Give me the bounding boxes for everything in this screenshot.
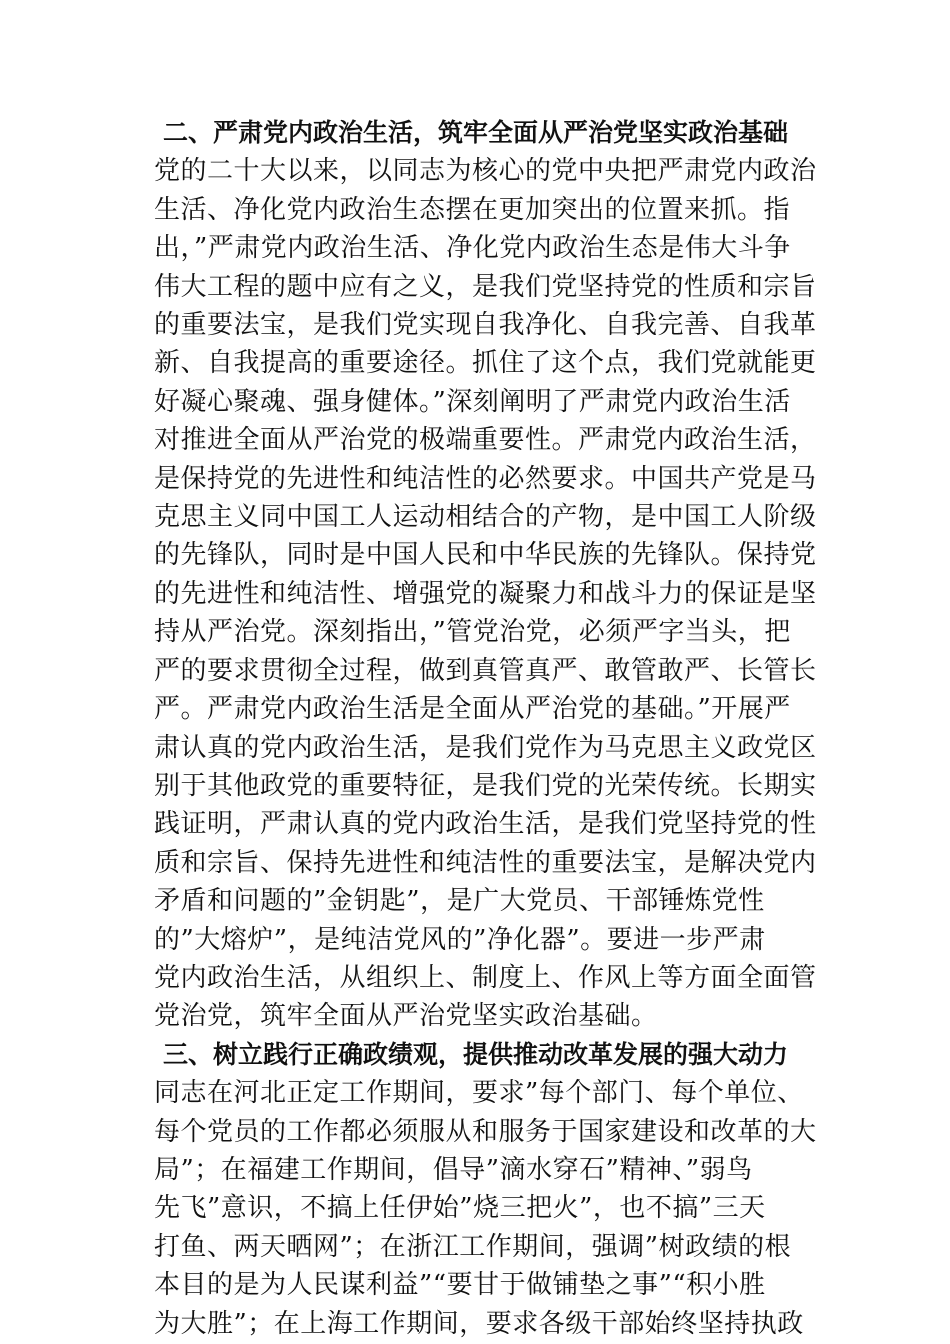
- text-line: 党的二十大以来，以同志为核心的党中央把严肃党内政治: [154, 156, 817, 187]
- text-line: 出，”严肃党内政治生活、净化党内政治生态是伟大斗争: [154, 233, 791, 264]
- text-line: 克思主义同中国工人运动相结合的产物，是中国工人阶级: [154, 502, 817, 533]
- text-line: 的先锋队，同时是中国人民和中华民族的先锋队。保持党: [154, 540, 817, 571]
- text-line: 伟大工程的题中应有之义，是我们党坚持党的性质和宗旨: [154, 271, 817, 302]
- text-line: 为大胜”；在上海工作期间，要求各级干部始终坚持执政: [154, 1308, 804, 1339]
- section-heading-2: 二、严肃党内政治生活，筑牢全面从严治党坚实政治基础: [163, 118, 789, 147]
- text-line: 先飞”意识，不搞上任伊始”烧三把火”，也不搞”三天: [154, 1193, 766, 1224]
- text-line: 别于其他政党的重要特征，是我们党的光荣传统。长期实: [154, 770, 817, 801]
- text-line: 同志在河北正定工作期间，要求”每个部门、每个单位、: [154, 1078, 804, 1109]
- text-line: 好凝心聚魂、强身健体。”深刻阐明了严肃党内政治生活: [154, 386, 791, 417]
- text-line: 生活、净化党内政治生态摆在更加突出的位置来抓。指: [154, 194, 791, 225]
- text-line: 肃认真的党内政治生活，是我们党作为马克思主义政党区: [154, 732, 817, 763]
- section-heading-3: 三、树立践行正确政绩观，提供推动改革发展的强大动力: [163, 1039, 789, 1069]
- text-line: 的重要法宝，是我们党实现自我净化、自我完善、自我革: [154, 310, 817, 341]
- text-line: 持从严治党。深刻指出，”管党治党，必须严字当头，把: [154, 617, 791, 648]
- text-line: 打鱼、两天晒网”；在浙江工作期间，强调”树政绩的根: [154, 1231, 792, 1262]
- text-line: 的”大熔炉”，是纯洁党风的”净化器”。要进一步严肃: [154, 924, 766, 955]
- text-line: 的先进性和纯洁性、增强党的凝聚力和战斗力的保证是坚: [154, 578, 817, 609]
- text-line: 践证明，严肃认真的党内政治生活，是我们党坚持党的性: [154, 809, 817, 840]
- text-line: 对推进全面从严治党的极端重要性。严肃党内政治生活，: [154, 425, 817, 456]
- text-line: 新、自我提高的重要途径。抓住了这个点，我们党就能更: [154, 348, 817, 379]
- text-line: 质和宗旨、保持先进性和纯洁性的重要法宝，是解决党内: [154, 847, 817, 878]
- section-paragraph-3: [141, 1074, 817, 1343]
- text-line: 是保持党的先进性和纯洁性的必然要求。中国共产党是马: [154, 463, 817, 494]
- text-line: 严的要求贯彻全过程，做到真管真严、敢管敢严、长管长: [154, 655, 817, 686]
- text-line: 党治党，筑牢全面从严治党坚实政治基础。: [154, 1001, 658, 1032]
- text-line: 党内政治生活，从组织上、制度上、作风上等方面全面管: [154, 962, 817, 993]
- text-line: 局”；在福建工作期间，倡导”滴水穿石”精神、”弱鸟: [154, 1154, 753, 1185]
- section-paragraph-2: [141, 152, 817, 1035]
- text-line: 每个党员的工作都必须服从和服务于国家建设和改革的大: [154, 1116, 817, 1147]
- text-line: 严。严肃党内政治生活是全面从严治党的基础。”开展严: [154, 694, 791, 725]
- text-line: 矛盾和问题的”金钥匙”，是广大党员、干部锤炼党性: [154, 886, 765, 917]
- document-body: [141, 114, 817, 1343]
- text-line: 本目的是为人民谋利益”“要甘于做铺垫之事”“积小胜: [154, 1270, 766, 1301]
